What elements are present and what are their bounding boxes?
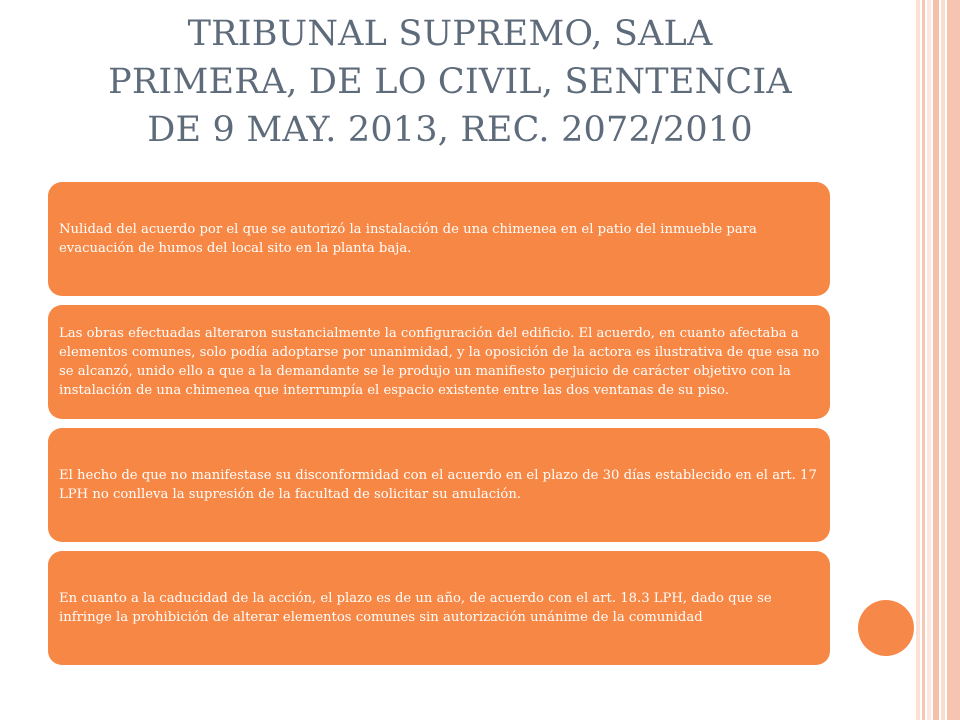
stripe <box>941 0 945 720</box>
stripe <box>927 0 931 720</box>
content-box-text: El hecho de que no manifestase su disconformidad con el acuerdo en el plazo de 30 días establecido en el art. 17 LPH no conlleva la supresión de la facultad de solicitar su anulación. <box>59 468 817 502</box>
stripe <box>916 0 920 720</box>
stripe <box>922 0 925 720</box>
title-line: TRIBUNAL SUPREMO, SALA <box>187 14 713 54</box>
title-line: PRIMERA, DE LO CIVIL, SENTENCIA <box>108 62 792 102</box>
content-box <box>48 182 830 296</box>
decorative-stripes <box>916 0 960 720</box>
content-box <box>48 551 830 665</box>
content-boxes <box>48 182 830 674</box>
content-box-text: Nulidad del acuerdo por el que se autorizó la instalación de una chimenea en el patio del inmueble para evacuación de humos del local sito en la planta baja. <box>59 222 757 256</box>
slide-title <box>40 10 860 154</box>
decorative-circle <box>858 600 914 656</box>
title-line: DE 9 MAY. 2013, REC. 2072/2010 <box>147 110 753 150</box>
stripe <box>933 0 939 720</box>
stripe <box>947 0 960 720</box>
content-box <box>48 305 830 419</box>
content-box-text: Las obras efectuadas alteraron sustancialmente la configuración del edificio. El acuerdo, en cuanto afectaba a elementos comunes, solo podía adoptarse por unanimidad, y la oposición de la actora es ilustrativa de que esa no se alcanzó, unido ello a que a la demandante se le produjo un manifiesto perjuicio de carácter objetivo con la instalación de una chimenea que interrumpía el espacio existente entre las dos ventanas de su piso. <box>59 326 820 398</box>
content-box-text: En cuanto a la caducidad de la acción, el plazo es de un año, de acuerdo con el art. 18.3 LPH, dado que se infringe la prohibición de alterar elementos comunes sin autorización unánime de la comunidad <box>59 591 772 625</box>
content-box <box>48 428 830 542</box>
